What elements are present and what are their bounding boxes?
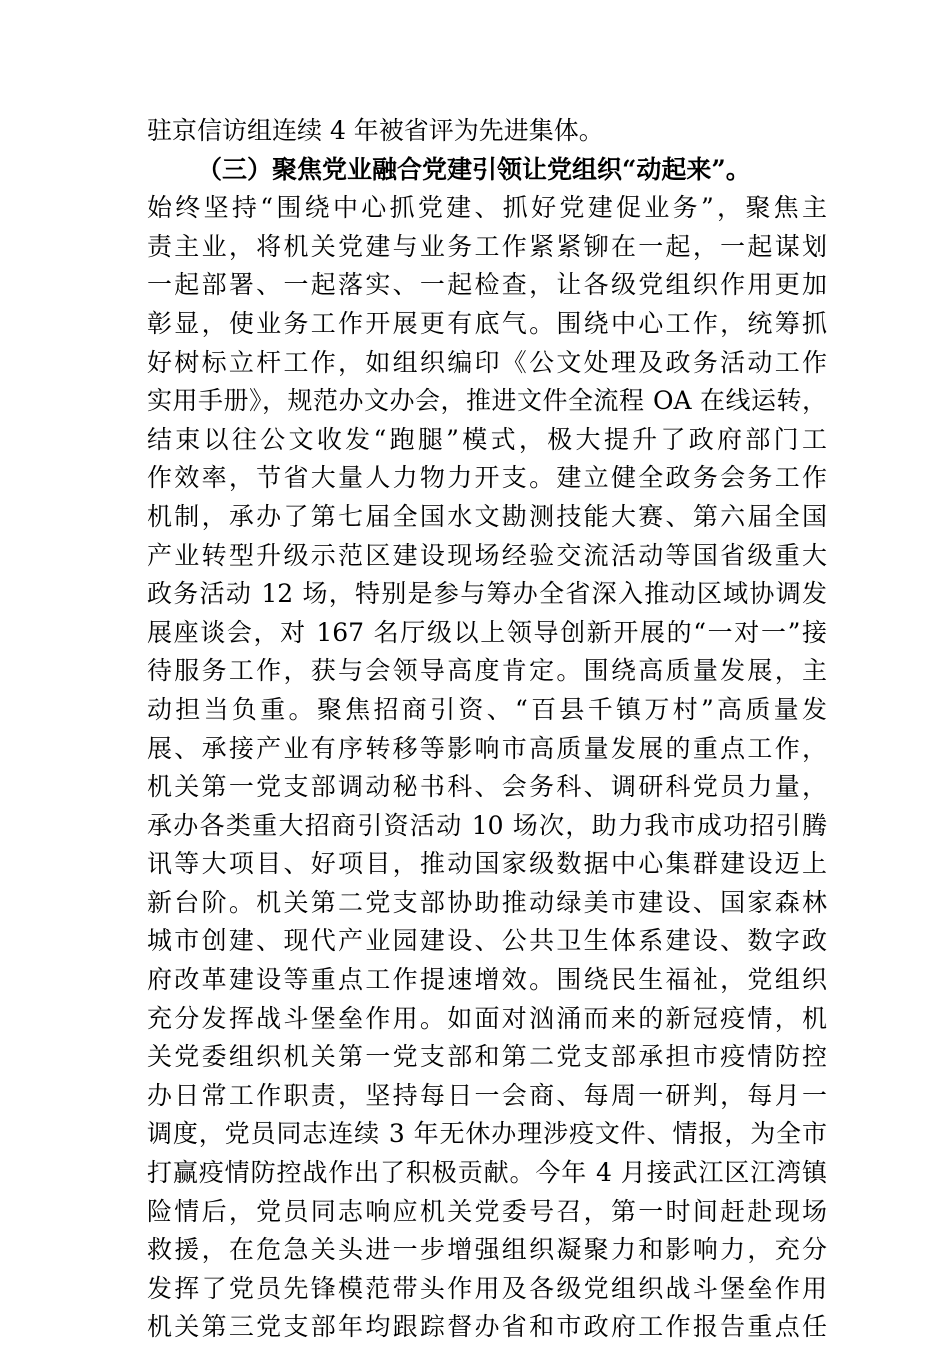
text-line: 关党委组织机关第一党支部和第二党支部承担市疫情防控	[147, 1042, 827, 1072]
text-line: 动担当负重。聚焦招商引资、“百县千镇万村”高质量发	[147, 694, 827, 724]
text-line: 展座谈会，对 167 名厅级以上领导创新开展的“一对一”接	[147, 617, 827, 647]
text-line: 充分发挥战斗堡垒作用。如面对汹涌而来的新冠疫情，机	[147, 1003, 827, 1033]
text-line: 实用手册》，规范办文办会，推进文件全流程 OA 在线运转，	[147, 386, 827, 416]
text-line: 发挥了党员先锋模范带头作用及各级党组织战斗堡垒作用	[147, 1273, 827, 1303]
document-body	[147, 112, 827, 1347]
text-line: 险情后，党员同志响应机关党委号召，第一时间赶赴现场	[147, 1196, 827, 1226]
text-line: 救援，在危急关头进一步增强组织凝聚力和影响力，充分	[147, 1235, 827, 1265]
text-line: 机关第一党支部调动秘书科、会务科、调研科党员力量，	[147, 772, 827, 802]
text-line: 城市创建、现代产业园建设、公共卫生体系建设、数字政	[147, 926, 827, 956]
text-line: 政务活动 12 场，特别是参与筹办全省深入推动区域协调发	[147, 579, 827, 609]
text-line: 好树标立杆工作，如组织编印《公文处理及政务活动工作	[147, 347, 827, 377]
text-line: 展、承接产业有序转移等影响市高质量发展的重点工作，	[147, 733, 827, 763]
text-line: 结束以往公文收发“跑腿”模式，极大提升了政府部门工	[147, 424, 827, 454]
text-line: 待服务工作，获与会领导高度肯定。围绕高质量发展，主	[147, 656, 827, 686]
text-line: 彰显，使业务工作开展更有底气。围绕中心工作，统筹抓	[147, 308, 827, 338]
text-line: 打赢疫情防控战作出了积极贡献。今年 4 月接武江区江湾镇	[147, 1158, 827, 1188]
text-line: 产业转型升级示范区建设现场经验交流活动等国省级重大	[147, 540, 827, 570]
text-line: 驻京信访组连续 4 年被省评为先进集体。	[147, 116, 604, 145]
text-line: 一起部署、一起落实、一起检查，让各级党组织作用更加	[147, 270, 827, 300]
text-line: 新台阶。机关第二党支部协助推动绿美市建设、国家森林	[147, 887, 827, 917]
text-line: 始终坚持“围绕中心抓党建、抓好党建促业务”，聚焦主	[147, 193, 827, 223]
text-line: 府改革建设等重点工作提速增效。围绕民生福祉，党组织	[147, 965, 827, 995]
text-line: 作效率，节省大量人力物力开支。建立健全政务会务工作	[147, 463, 827, 493]
text-line: 责主业，将机关党建与业务工作紧紧铆在一起，一起谋划	[147, 231, 827, 261]
text-line: 调度，党员同志连续 3 年无休办理涉疫文件、情报，为全市	[147, 1119, 827, 1149]
section-heading: （三）聚焦党业融合党建引领让党组织“动起来”。	[197, 154, 751, 184]
text-line: 机制，承办了第七届全国水文勘测技能大赛、第六届全国	[147, 501, 827, 531]
text-line: 办日常工作职责，坚持每日一会商、每周一研判，每月一	[147, 1080, 827, 1110]
text-line: 机关第三党支部年均跟踪督办省和市政府工作报告重点任	[147, 1312, 827, 1342]
text-line: 承办各类重大招商引资活动 10 场次，助力我市成功招引腾	[147, 810, 827, 840]
text-line: 讯等大项目、好项目，推动国家级数据中心集群建设迈上	[147, 849, 827, 879]
